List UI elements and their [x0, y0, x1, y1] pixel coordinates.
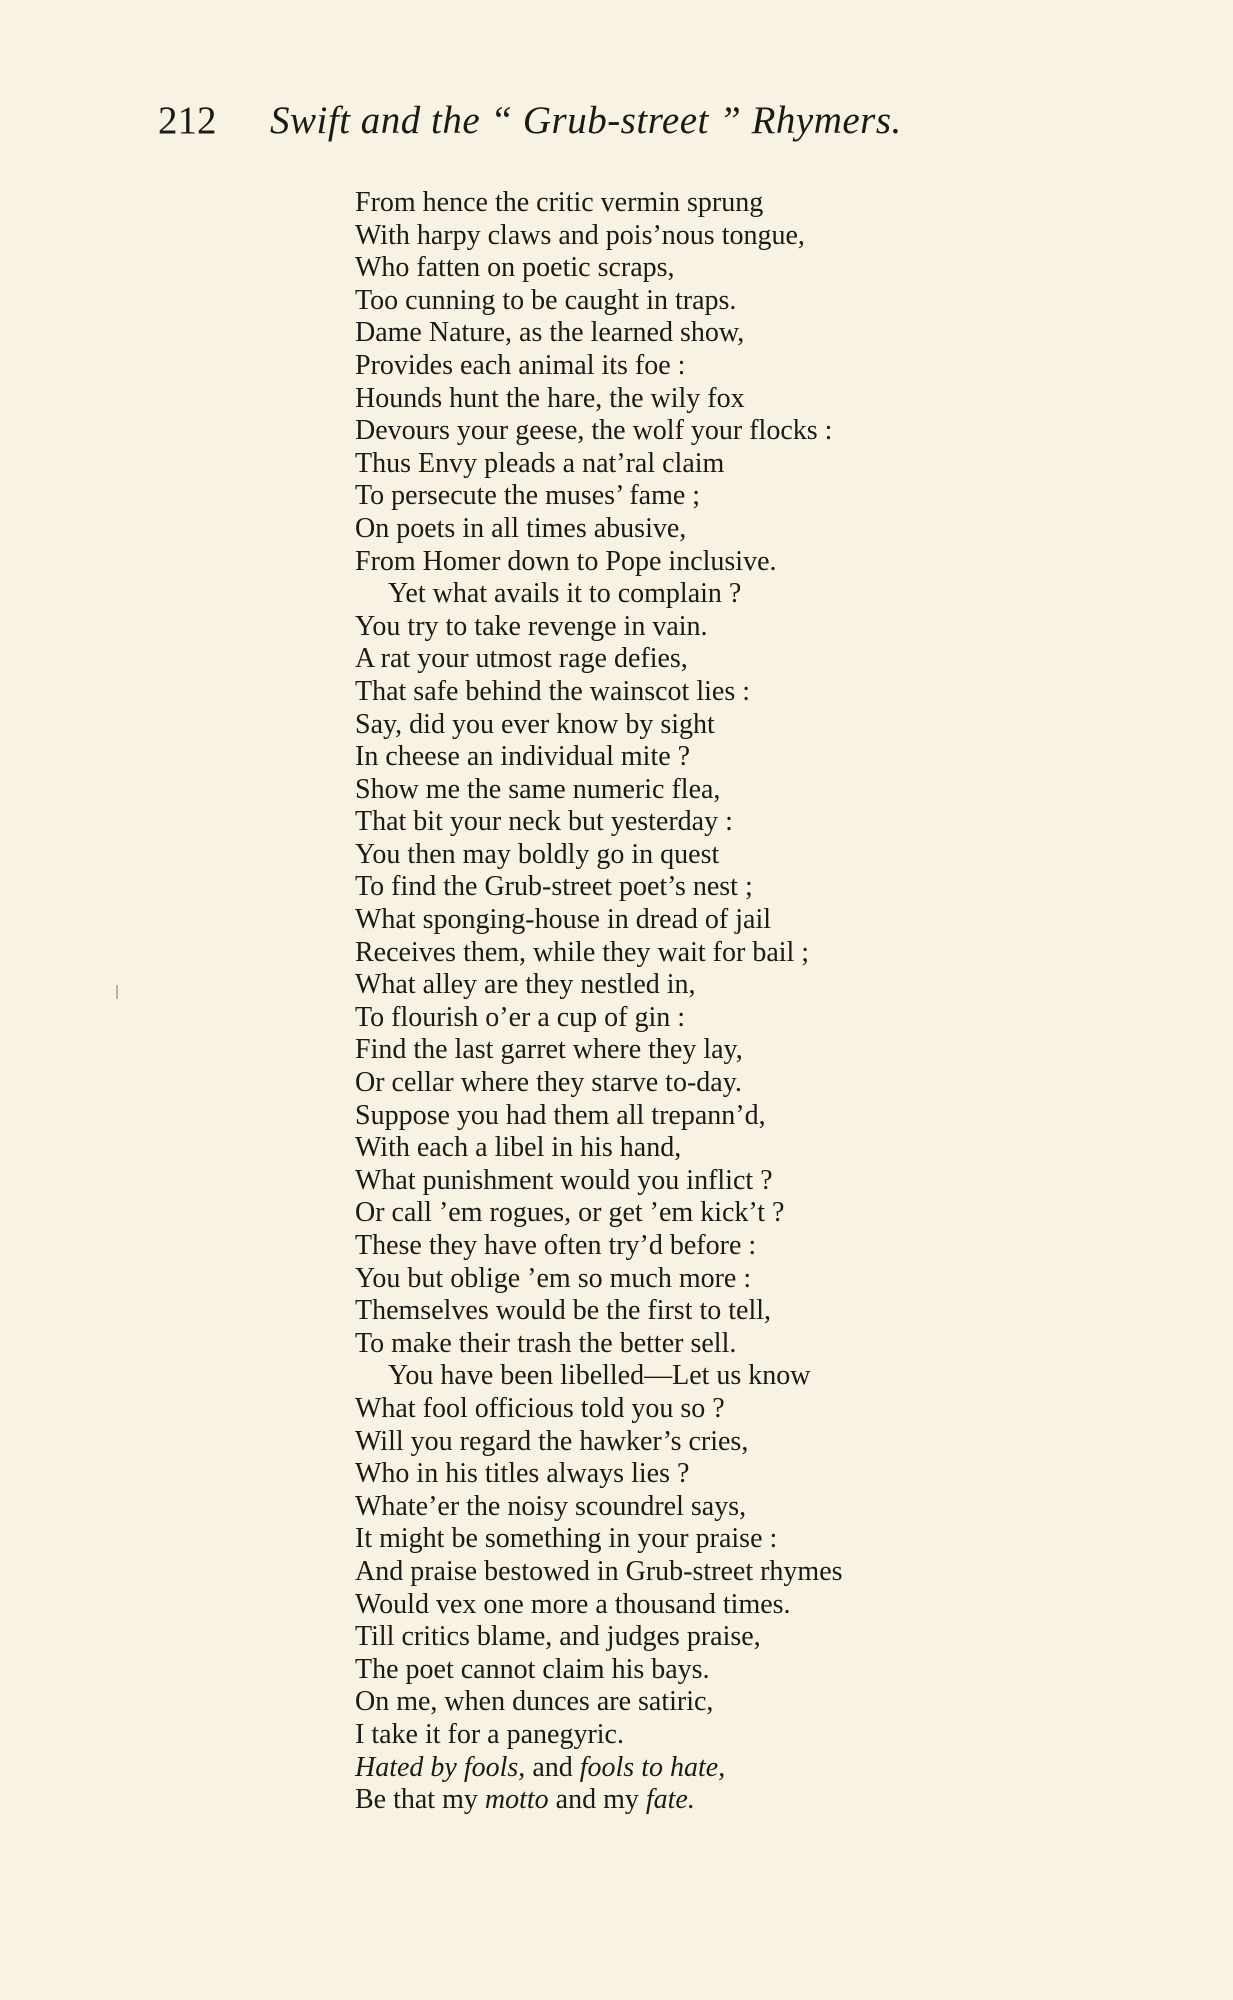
poem-line: You then may boldly go in quest: [355, 838, 720, 870]
poem-line: On me, when dunces are satiric,: [355, 1686, 714, 1718]
poem-line: That bit your neck but yesterday :: [355, 806, 733, 838]
poem-fragment: fate.: [645, 1784, 695, 1816]
poem-line: I take it for a panegyric.: [355, 1718, 624, 1750]
poem-line: On poets in all times abusive,: [355, 512, 687, 544]
poem-line: A rat your utmost rage defies,: [355, 643, 688, 675]
poem-line: Themselves would be the first to tell,: [355, 1295, 772, 1327]
poem-line: What punishment would you inflict ?: [355, 1164, 773, 1196]
poem-line: Or call ’em rogues, or get ’em kick’t ?: [355, 1197, 785, 1229]
poem-fragment: Hated by fools,: [355, 1751, 526, 1783]
poem-line: Or cellar where they starve to-day.: [355, 1067, 742, 1099]
poem-line: With each a libel in his hand,: [355, 1132, 682, 1164]
poem-line: What alley are they nestled in,: [355, 969, 696, 1001]
poem-line: These they have often try’d before :: [355, 1230, 757, 1261]
poem-line: From Homer down to Pope inclusive.: [355, 545, 777, 577]
poem-fragment: and: [525, 1751, 580, 1783]
poem-fragment: fools to hate,: [579, 1751, 726, 1783]
poem-line: To make their trash the better sell.: [355, 1327, 737, 1359]
poem-line: And praise bestowed in Grub-street rhymes: [355, 1555, 843, 1587]
poem-line: Till critics blame, and judges praise,: [355, 1621, 761, 1653]
poem-line: You try to take revenge in vain.: [355, 610, 708, 642]
poem-line: Find the last garret where they lay,: [355, 1034, 743, 1066]
poem-line: Dame Nature, as the learned show,: [355, 317, 745, 349]
margin-mark: [116, 985, 118, 999]
running-title: Swift and the “ Grub-street ” Rhymers.: [270, 99, 902, 142]
poem-line: Who in his titles always lies ?: [355, 1458, 690, 1490]
poem-line: Would vex one more a thousand times.: [355, 1588, 791, 1620]
poem-line: With harpy claws and pois’nous tongue,: [355, 219, 805, 251]
poem-line: You but oblige ’em so much more :: [355, 1262, 752, 1294]
poem-line: From hence the critic vermin sprung: [355, 187, 764, 218]
poem-line: Say, did you ever know by sight: [355, 708, 715, 740]
poem-line: Whate’er the noisy scoundrel says,: [355, 1490, 747, 1522]
poem-line: Devours your geese, the wolf your flocks :: [355, 415, 833, 447]
poem-line: Yet what avails it to complain ?: [388, 578, 742, 610]
poem-line: It might be something in your praise :: [355, 1523, 778, 1555]
poem-line: Suppose you had them all trepann’d,: [355, 1099, 766, 1131]
poem-line: Who fatten on poetic scraps,: [355, 252, 675, 284]
poem-fragment: Be that my: [355, 1784, 485, 1816]
poem-line: To flourish o’er a cup of gin :: [355, 1001, 686, 1033]
poem-line-final-1: [355, 1752, 1015, 1785]
poem-line: Thus Envy pleads a nat’ral claim: [355, 447, 725, 479]
poem-line: Hounds hunt the hare, the wily fox: [355, 382, 745, 414]
poem-line: In cheese an individual mite ?: [355, 741, 691, 773]
poem-line: Provides each animal its foe :: [355, 349, 686, 381]
poem-line: Will you regard the hawker’s cries,: [355, 1425, 749, 1457]
poem-line: That safe behind the wainscot lies :: [355, 675, 750, 707]
poem: [355, 187, 1015, 1817]
poem-line: Show me the same numeric flea,: [355, 773, 721, 805]
poem-line: You have been libelled—Let us know: [388, 1360, 811, 1392]
poem-line: To find the Grub-street poet’s nest ;: [355, 871, 753, 903]
poem-line: The poet cannot claim his bays.: [355, 1653, 710, 1685]
poem-line: What fool officious told you so ?: [355, 1392, 725, 1424]
page-number: 212: [158, 99, 217, 142]
poem-line: To persecute the muses’ fame ;: [355, 480, 701, 512]
poem-line-final-2: [355, 1784, 1015, 1817]
poem-line: Receives them, while they wait for bail ;: [355, 936, 810, 968]
running-header: [158, 96, 1028, 146]
poem-fragment: and my: [548, 1784, 646, 1816]
poem-fragment: motto: [484, 1784, 549, 1816]
poem-line: What sponging-house in dread of jail: [355, 904, 772, 936]
poem-line: Too cunning to be caught in traps.: [355, 284, 737, 316]
